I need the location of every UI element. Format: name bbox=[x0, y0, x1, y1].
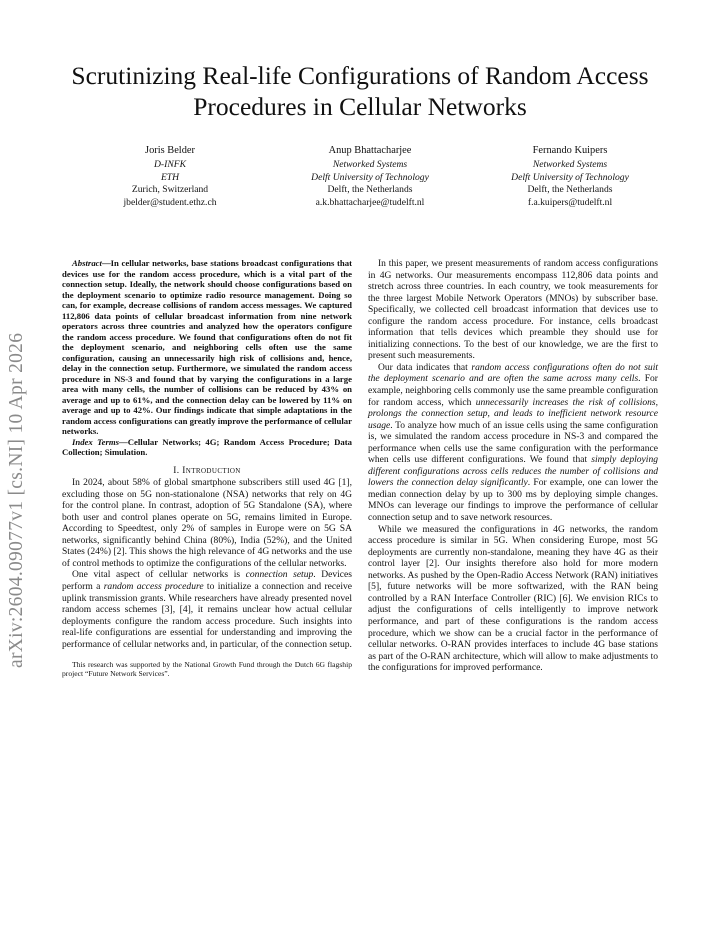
author-institution: Delft University of Technology bbox=[311, 171, 429, 183]
author-institution: Delft University of Technology bbox=[511, 171, 629, 183]
text-run: . Devices perform a bbox=[62, 569, 352, 592]
index-terms bbox=[62, 437, 352, 458]
text-run: . To analyze how much of an issue cells using the same configuration is, we simulated the random access procedure in NS-3 and compared the performance when cells use the same configuration with the performance when cells use different configurations. We found that bbox=[368, 419, 658, 466]
emphasis-text: random access configurations often do not suit the deployment scenario and are often the same across many cells bbox=[368, 361, 658, 385]
author-institution: ETH bbox=[160, 171, 180, 183]
author-email: a.k.bhattacharjee@tudelft.nl bbox=[315, 196, 425, 208]
author-affiliation: Networked Systems bbox=[332, 159, 408, 171]
abstract-text: —In cellular networks, base stations broadcast configurations that devices use for the random access procedure, which is a vital part of the connection setup. Ideally, the network should choose configurations based on the deployment scenario to optimize radio resource management. Doing so can, for example, decrease collisions of random access messages. We captured 112,806 data points of cellular broadcast information from nine network operators across three countries and analyzed how the operators configure the random access procedure. We found that configurations often do not fit the deployment scenario, and neighboring cells often use the same configuration, causing an unnecessarily high risk of collisions and, hence, delay in the connection setup. Furthermore, we simulated the random access procedure in NS-3 and found that by varying the configurations in a large area with many cells, the number of collisions can be reduced by 43% on average and up to 61%, and the connection delay can be lowered by 11% on average and up to 42%. Our findings indicate that simple adaptations in the random access configurations can greatly improve the performance of cellular networks. bbox=[62, 258, 352, 436]
section-heading: I. Introduction bbox=[173, 465, 241, 476]
author-location: Delft, the Netherlands bbox=[527, 184, 613, 196]
text-run: Our data indicates that bbox=[378, 361, 472, 373]
text-run: . For example, neighboring cells commonly use the same preamble configuration for random access, which bbox=[368, 373, 658, 408]
author-email: f.a.kuipers@tudelft.nl bbox=[527, 196, 613, 208]
text-run: One vital aspect of cellular networks is bbox=[72, 569, 246, 581]
intro-paragraph-1: In 2024, about 58% of global smartphone subscribers still used 4G [1], excluding those on 5G non-stationalone (NSA) networks that rely on 4G for the control plane. In contrast, adoption of 5G Standalone (SA), where both user and control planes operate on 5G, remains limited in Europe. According to Speedtest, only 2% of samples in Europe were on 5G SA networks, significantly behind China (80%), India (52%), and the United States (24%) [2]. This shows the high relevance of 4G networks and the use of control methods to optimize the configurations of the cellular networks. bbox=[62, 477, 352, 569]
author-email: jbelder@student.ethz.ch bbox=[123, 196, 217, 208]
author-location: Zurich, Switzerland bbox=[131, 184, 209, 196]
author-1 bbox=[70, 145, 270, 209]
arxiv-identifier-stamp: arXiv:2604.09077v1 [cs.NI] 10 Apr 2026 bbox=[6, 332, 27, 668]
index-terms-text: —Cellular Networks; 4G; Random Access Procedure; Data Collection; Simulation. bbox=[62, 436, 352, 457]
right-paragraph-3: While we measured the configurations in 4G networks, the random access procedure is similar in 5G. When considering Europe, most 5G deployments are currently non-standalone, meaning they have 4G as their control layer [2]. Our insights therefore also hold for more modern networks. As pushed by the Open-Radio Access Network (RAN) initiatives [5], future networks will be more softwarized, with the RAN being controlled by a RAN Interface Controller (RIC) [6]. We envision RICs to adjust the configurations of cells intelligently to improve network performance, and part of these configurations is the random access procedure, which we show can be a crucial factor in the performance of cellular networks. O-RAN provides interfaces to include 4G base stations as part of the O-RAN architecture, which will allow to make adjustments to the configurations for improved performance. bbox=[368, 523, 658, 674]
funding-footnote: This research was supported by the National Growth Fund through the Dutch 6G flagship project “Future Network Services”. bbox=[62, 660, 352, 679]
emphasis-text: unnecessarily increases the risk of collisions, prolongs the connection setup, and leads to inefficient network resource usage bbox=[368, 396, 658, 431]
author-name: Joris Belder bbox=[145, 145, 195, 156]
text-run: . For example, one can lower the median connection delay by up to 300 ms by deploying simple changes. MNOs can leverage our findings to improve the performance of cellular connection setup and to save network resources. bbox=[368, 477, 658, 524]
intro-paragraph-2 bbox=[62, 569, 352, 650]
author-affiliation: D-INFK bbox=[154, 159, 186, 171]
author-3 bbox=[470, 145, 670, 209]
emphasis-text: simply deploying different configurations across cells reduces the number of collisions and lowers the connection delay significantly bbox=[368, 454, 658, 489]
right-paragraph-2 bbox=[368, 362, 658, 524]
author-name: Anup Bhattacharjee bbox=[328, 145, 412, 156]
right-column bbox=[368, 258, 658, 674]
emphasis-text: random access procedure bbox=[103, 580, 204, 592]
left-column bbox=[62, 258, 352, 679]
author-affiliation: Networked Systems bbox=[532, 159, 608, 171]
text-run: to initialize a connection and receive uplink transmission grants. While researchers have already presented novel random access schemes [3], [4], it remains unclear how actual cellular deployments configure the random access procedure. Such insights into real-life configurations are essential for understanding and improving the performance of cellular networks and, in particular, of the connection setup. bbox=[62, 580, 353, 650]
author-name: Fernando Kuipers bbox=[532, 145, 608, 156]
emphasis-text: connection setup bbox=[245, 569, 314, 581]
paper-title: Scrutinizing Real-life Configurations of Random Access Procedures in Cellular Networks bbox=[71, 61, 649, 121]
author-block bbox=[70, 145, 670, 209]
right-paragraph-1: In this paper, we present measurements of random access configurations in 4G networks. Our measurements encompass 112,806 data points and stretch across three countries. In each country, we took measurements for the three largest Mobile Network Operators (MNOs) by subscriber base. Specifically, we collected cell broadcast information that devices use to configure the random access procedure. For instance, cells broadcast information that tells devices which preamble they should use for initializing connections. To the best of our knowledge, we are the first to present such measurements. bbox=[368, 258, 658, 362]
abstract bbox=[62, 258, 352, 437]
author-location: Delft, the Netherlands bbox=[327, 184, 413, 196]
abstract-label: Abstract bbox=[72, 258, 102, 268]
author-2 bbox=[270, 145, 470, 209]
index-terms-label: Index Terms bbox=[72, 436, 120, 447]
